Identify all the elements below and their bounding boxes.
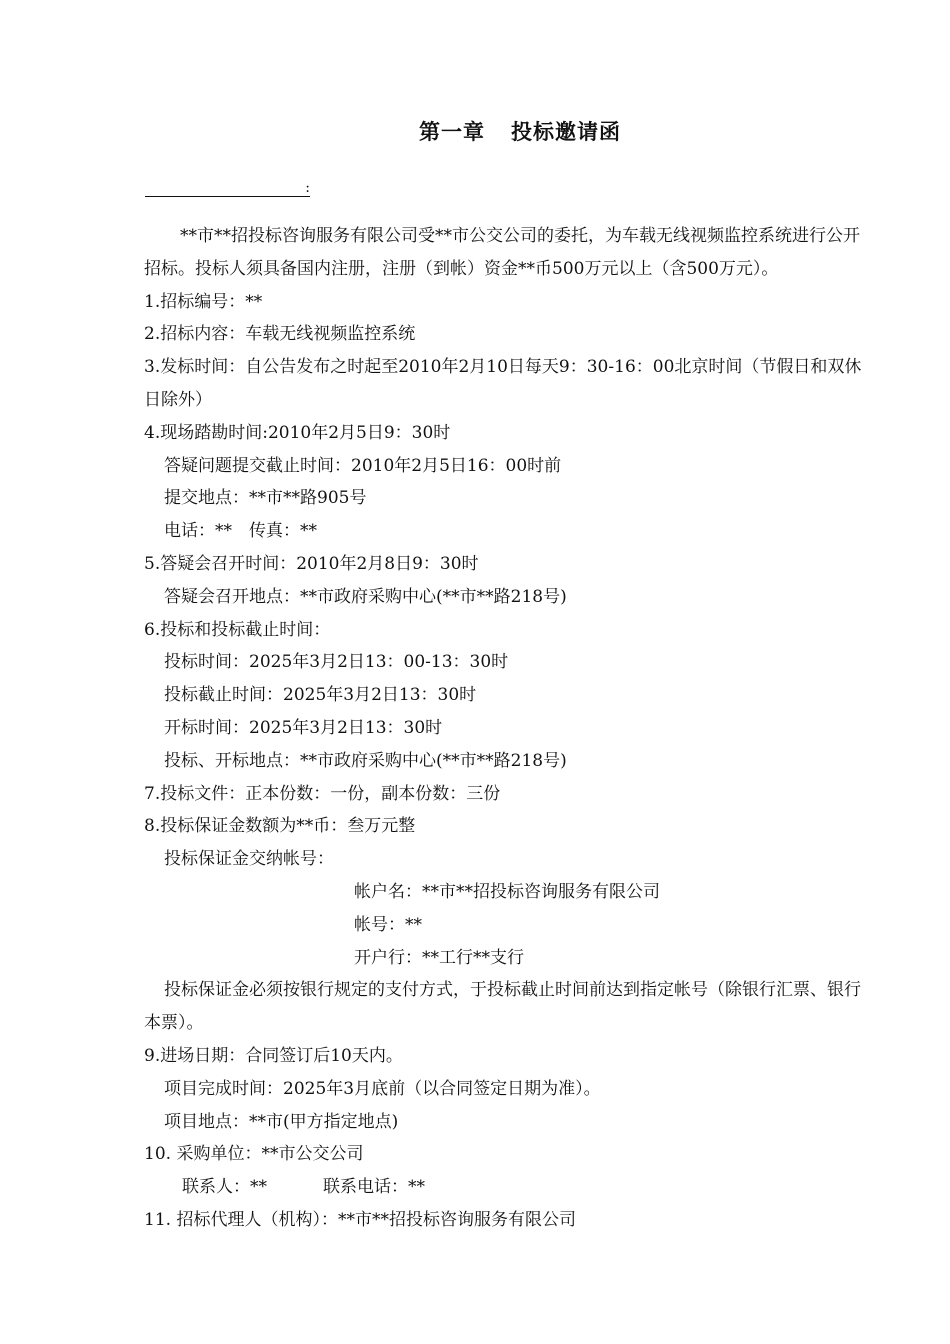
- item-purchaser: 10. 采购单位：**市公交公司: [144, 1144, 364, 1165]
- item-deposit-amount: 8.投标保证金数额为**币：叁万元整: [144, 816, 416, 837]
- addressee-colon: :: [305, 180, 310, 196]
- item-account-bank: 开户行：**工行**支行: [354, 947, 524, 968]
- item-bid-time: 投标时间：2025年3月2日13：00-13：30时: [164, 652, 509, 673]
- item-bid-content: 2.招标内容：车载无线视频监控系统: [144, 324, 416, 345]
- item-entry-date: 9.进场日期：合同签订后10天内。: [144, 1045, 403, 1066]
- item-issue-time: 3.发标时间：自公告发布之时起至2010年2月10日每天9：30-16：00北京时间（节假日和双休日除外）: [144, 357, 862, 410]
- item-bid-cutoff: 投标截止时间：2025年3月2日13：30时: [164, 685, 477, 706]
- item-completion-time: 项目完成时间：2025年3月底前（以合同签定日期为准）。: [164, 1078, 601, 1099]
- page-title: [0, 116, 950, 146]
- item-qa-meeting-time: 5.答疑会召开时间：2010年2月8日9：30时: [144, 553, 479, 574]
- document-body: [144, 220, 874, 1237]
- item-contact-row: [144, 1171, 874, 1204]
- item-opening-time: 开标时间：2025年3月2日13：30时: [164, 717, 443, 738]
- item-agent: 11. 招标代理人（机构）：**市**招投标咨询服务有限公司: [144, 1209, 576, 1230]
- item-submit-location: 提交地点：**市**路905号: [164, 488, 367, 509]
- chapter-label: 第一章: [419, 119, 485, 144]
- item-qa-meeting-location: 答疑会召开地点：**市政府采购中心(**市**路218号): [164, 586, 567, 607]
- item-deposit-account-heading: 投标保证金交纳帐号：: [164, 849, 334, 870]
- item-site-visit: 4.现场踏勘时间:2010年2月5日9：30时: [144, 422, 451, 443]
- contact-phone: 联系电话：**: [323, 1177, 425, 1198]
- contact-person: 联系人：**: [182, 1177, 267, 1198]
- addressee-blank: [145, 180, 310, 197]
- chapter-name: 投标邀请函: [511, 119, 621, 144]
- item-account-number: 帐号：**: [354, 914, 422, 935]
- intro-paragraph: **市**招投标咨询服务有限公司受**市公交公司的委托，为车载无线视频监控系统进行公开招标。投标人须具备国内注册，注册（到帐）资金**币500万元以上（含500万元）。: [144, 226, 860, 279]
- item-project-location: 项目地点：**市(甲方指定地点): [164, 1111, 399, 1132]
- item-opening-location: 投标、开标地点：**市政府采购中心(**市**路218号): [164, 750, 567, 771]
- item-deposit-note: 投标保证金必须按银行规定的支付方式，于投标截止时间前达到指定帐号（除银行汇票、银行本票）。: [144, 980, 861, 1034]
- item-account-name: 帐户名：**市**招投标咨询服务有限公司: [354, 881, 660, 902]
- item-bid-documents: 7.投标文件：正本份数：一份，副本份数：三份: [144, 783, 501, 804]
- item-bid-deadline-heading: 6.投标和投标截止时间：: [144, 619, 331, 640]
- item-question-deadline: 答疑问题提交截止时间：2010年2月5日16：00时前: [164, 455, 562, 476]
- item-phone-fax: 电话：** 传真：**: [164, 521, 317, 542]
- item-bid-number: 1.招标编号：**: [144, 291, 263, 312]
